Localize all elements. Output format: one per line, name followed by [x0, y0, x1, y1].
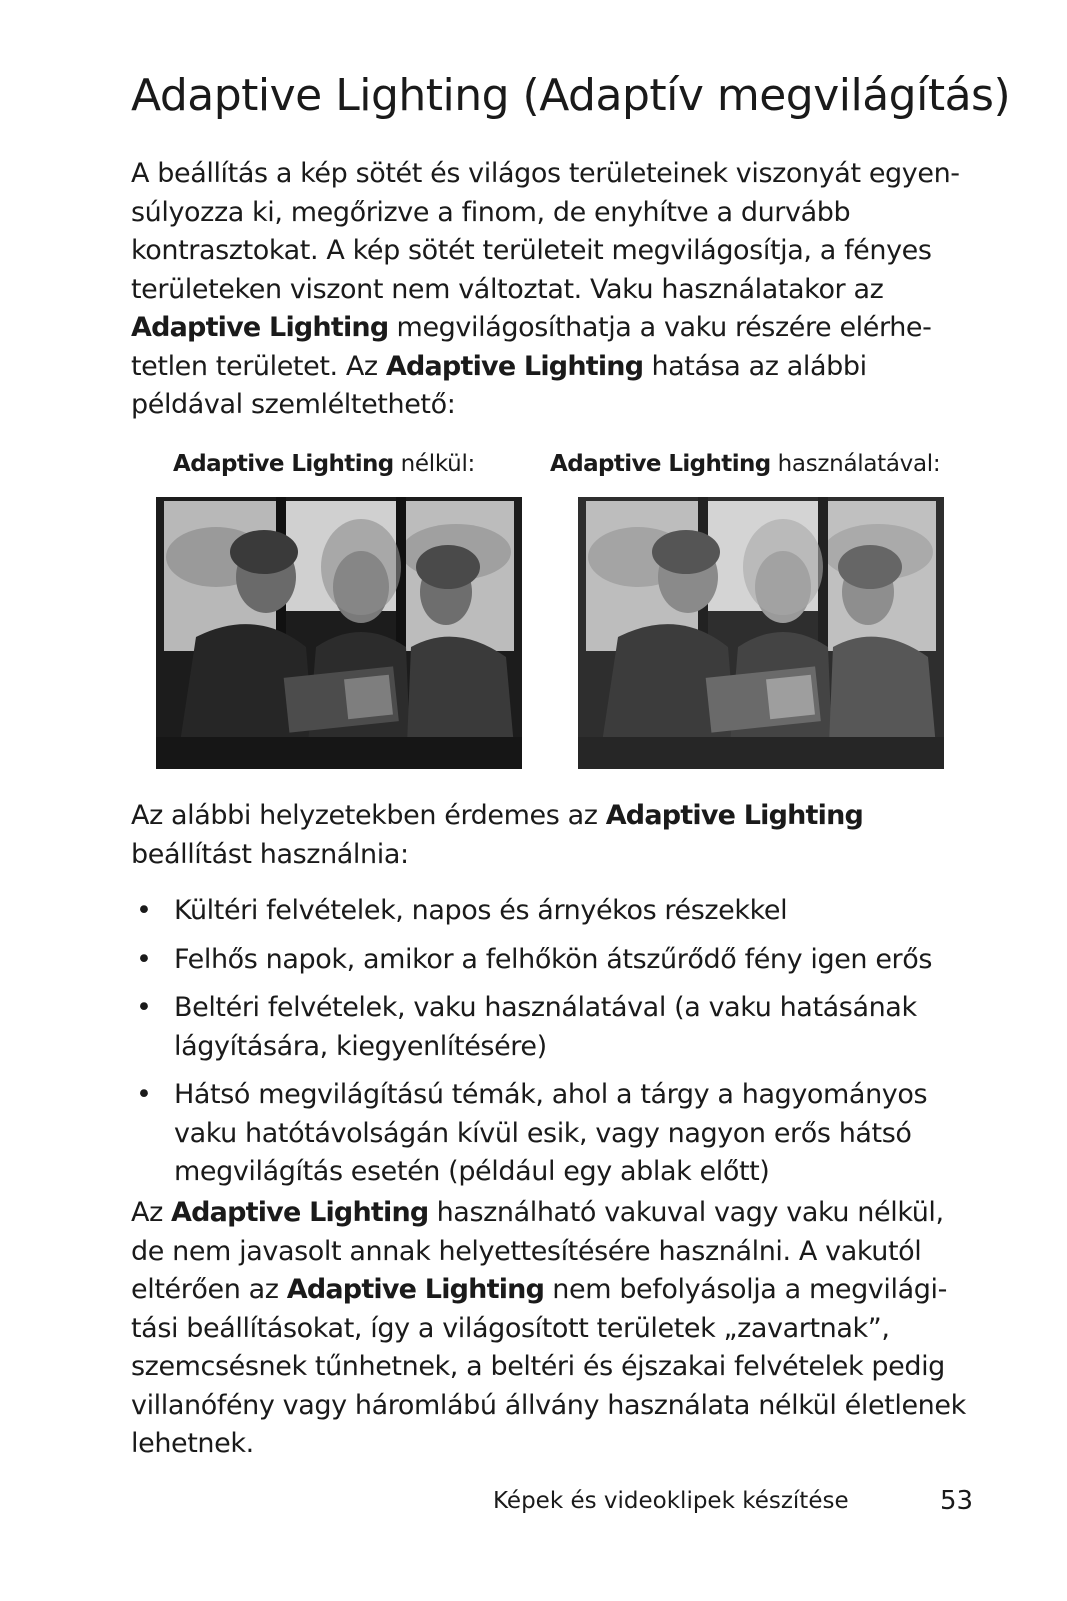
intro-text-2: megvilágosíthatja a vaku részére elérhe-tetlen területet. Az	[131, 312, 932, 382]
list-item-text: Beltéri felvételek, vaku használatával (a vaku hatásának lágyítására, kiegyenlítésére)	[174, 992, 917, 1062]
list-item-text: Felhős napok, amikor a felhőkön átszűrődő fény igen erős	[174, 943, 933, 975]
intro-bold-2: Adaptive Lighting	[385, 350, 644, 382]
bullet-icon: •	[136, 992, 152, 1023]
intro-bold-1: Adaptive Lighting	[131, 312, 389, 343]
outro-bold-1: Adaptive Lighting	[171, 1197, 429, 1228]
photo-three-people-brightened-icon	[578, 497, 944, 769]
list-item-text: Kültéri felvételek, napos és árnyékos részekkel	[174, 895, 788, 926]
caption-with-bold: Adaptive Lighting	[550, 451, 771, 477]
intro-text-3: hatása az alábbi példával szemléltethető:	[131, 350, 867, 420]
lead-text-2: beállítást használnia:	[131, 838, 409, 870]
caption-with	[550, 451, 940, 477]
page-number: 53	[940, 1486, 974, 1516]
lead-text-1: Az alábbi helyzetekben érdemes az	[131, 800, 606, 831]
list-item	[131, 989, 991, 1066]
list-item	[131, 892, 991, 931]
photo-with-adaptive-lighting	[578, 497, 944, 769]
bullet-icon: •	[136, 1079, 152, 1110]
intro-paragraph	[131, 155, 981, 425]
photo-without-adaptive-lighting	[156, 497, 522, 769]
outro-paragraph	[131, 1194, 981, 1464]
outro-text-2: használható vakuval vagy vaku nélkül, de nem javasolt annak helyettesítésére használni. A vakutól eltérően az	[131, 1197, 944, 1305]
caption-without-text: nélkül:	[393, 451, 475, 477]
outro-text-3: nem befolyásolja a megvilági-tási beállításokat, így a világosított területek „zavartnak”, szemcsésnek tűnhetnek, a beltéri és éjszakai felvételek pedig villanófény vagy háromlábú állvány használata nélkül életlenek lehetnek.	[131, 1274, 966, 1459]
page-title: Adaptive Lighting (Adaptív megvilágítás)	[131, 70, 1011, 121]
situation-list	[131, 892, 991, 1202]
outro-bold-2: Adaptive Lighting	[286, 1274, 545, 1305]
caption-with-text: használatával:	[770, 451, 941, 477]
photo-three-people-dark-icon	[156, 497, 522, 769]
caption-without	[173, 451, 475, 477]
bullet-icon: •	[136, 895, 152, 926]
caption-without-bold: Adaptive Lighting	[173, 451, 394, 477]
intro-text-1: A beállítás a kép sötét és világos területeinek viszonyát egyen-súlyozza ki, megőrizve a finom, de enyhítve a durvább kontrasztokat. A kép sötét területeit megvilágosítja, a fényes területeken viszont nem változtat. Vaku használatakor az	[131, 158, 960, 305]
outro-text-1: Az	[131, 1197, 172, 1228]
lead-bold-1: Adaptive Lighting	[605, 800, 864, 831]
footer-section-title: Képek és videoklipek készítése	[493, 1488, 849, 1514]
list-item-text: Hátsó megvilágítású témák, ahol a tárgy a hagyományos vaku hatótávolságán kívül esik, vagy nagyon erős hátsó megvilágítás esetén (például egy ablak előtt)	[174, 1079, 928, 1187]
lead-paragraph	[131, 797, 981, 874]
bullet-icon: •	[136, 943, 152, 975]
list-item	[131, 941, 991, 980]
list-item	[131, 1076, 991, 1192]
